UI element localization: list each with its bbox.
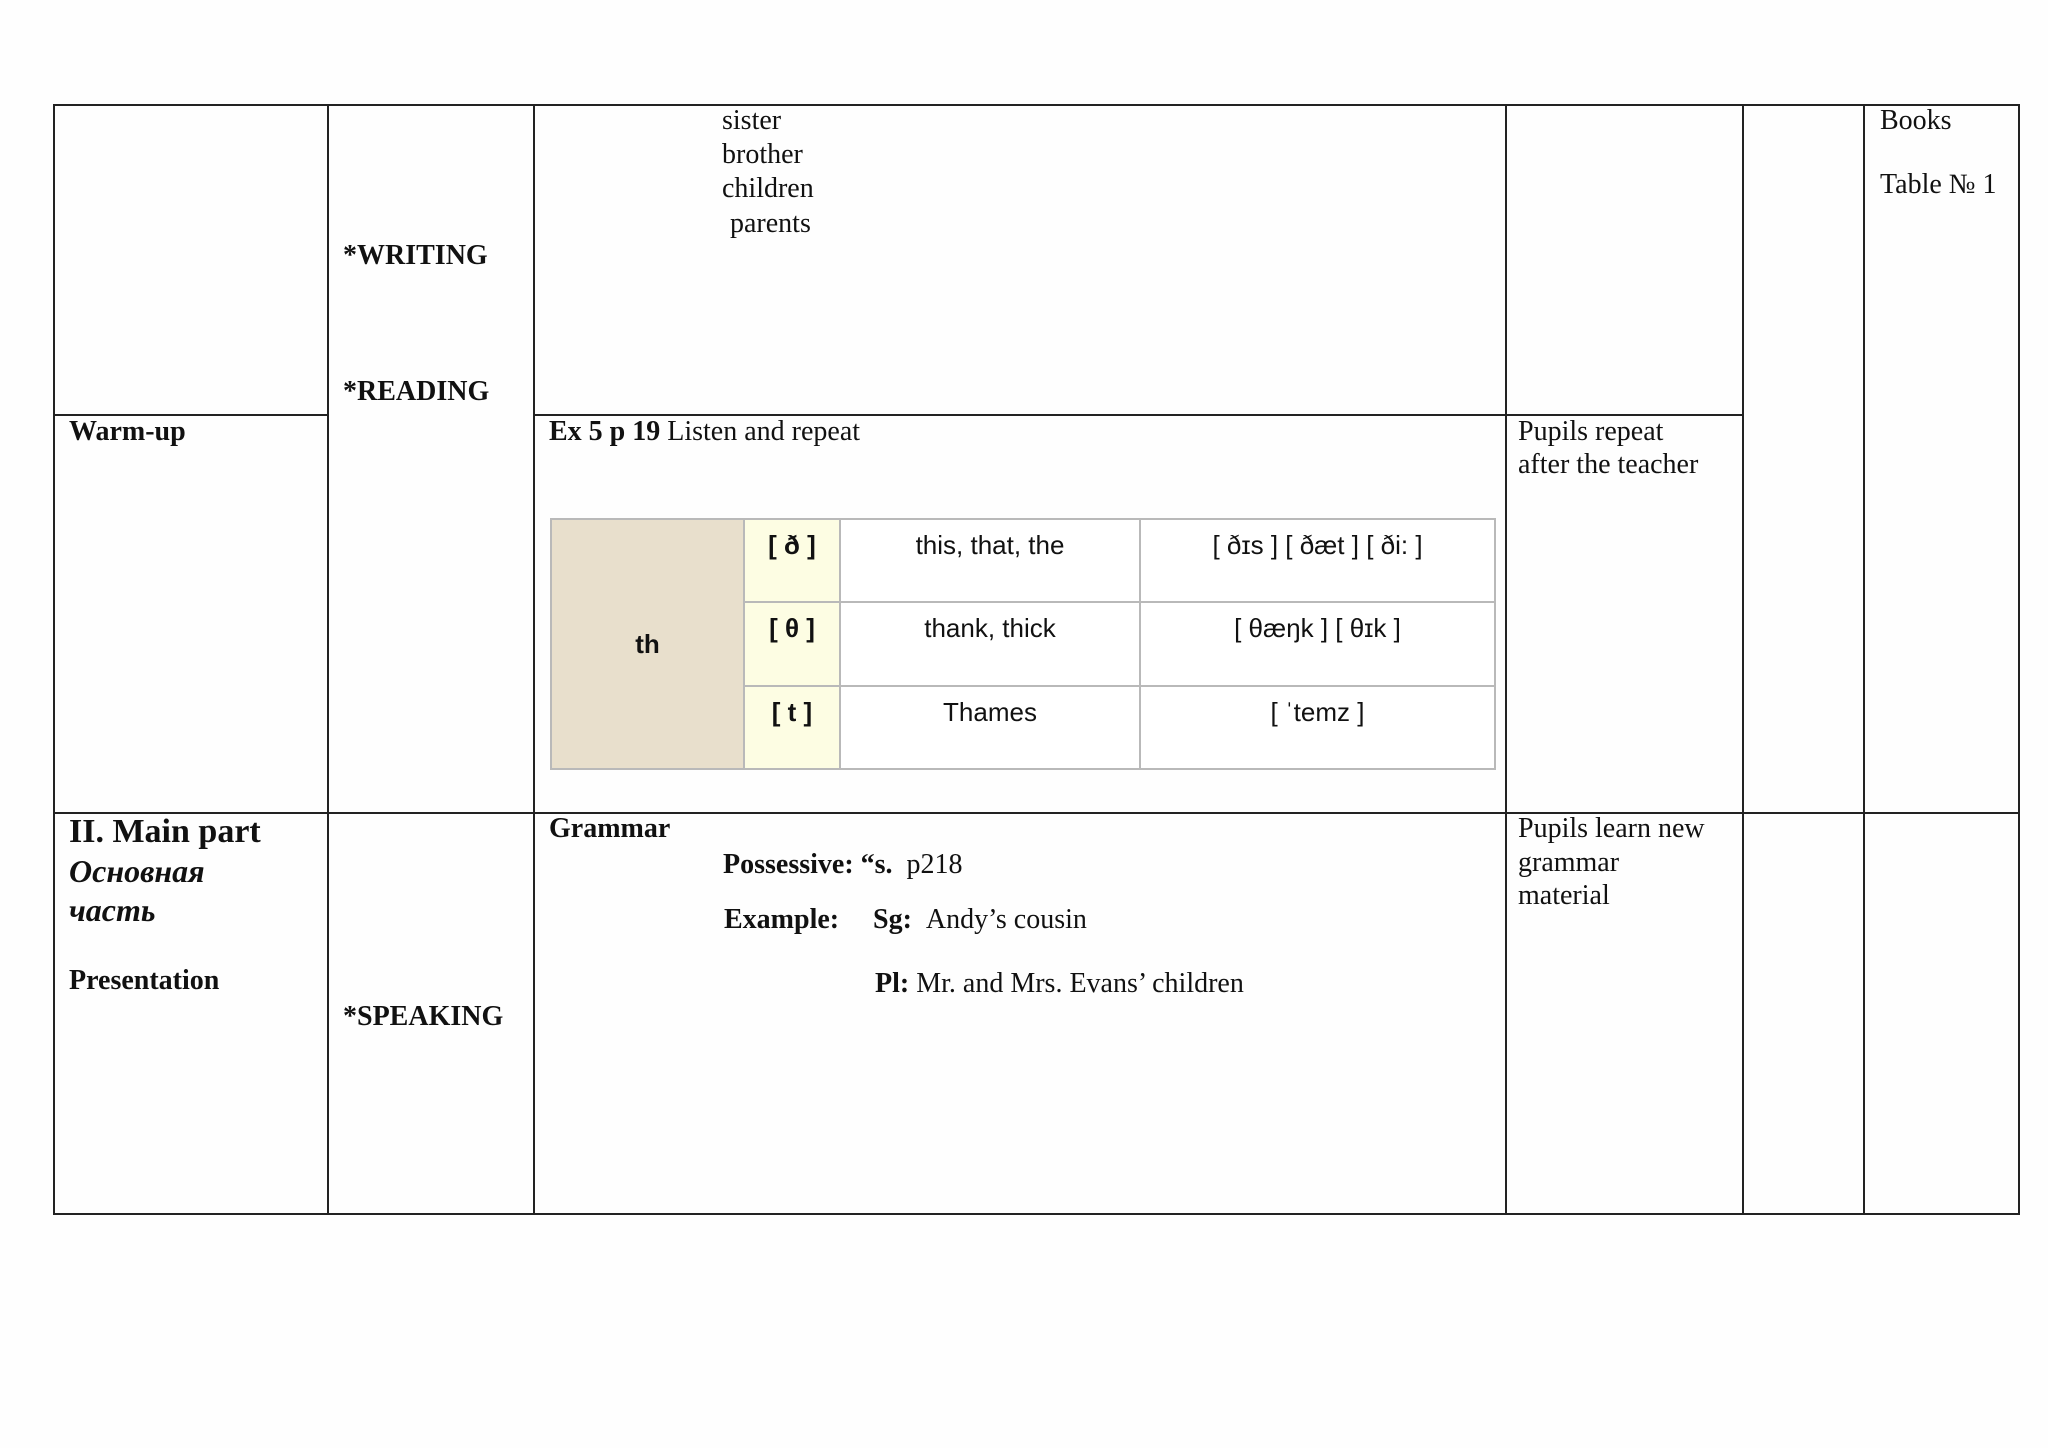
skill-speaking: *SPEAKING xyxy=(343,1001,504,1032)
vocab-word: parents xyxy=(730,208,811,239)
stage-warm-up: Warm-up xyxy=(69,416,186,447)
task-exercise-ref: Ex 5 p 19 xyxy=(549,416,661,447)
phonetics-words: Thames xyxy=(840,686,1140,769)
phonetics-letters: th xyxy=(551,519,744,769)
col-border-7 xyxy=(2018,104,2020,1215)
skill-reading: *READING xyxy=(343,376,490,407)
table-border-bottom xyxy=(53,1213,2019,1215)
stage-main-part-ru: Основная xyxy=(69,853,205,889)
phonetics-sound: [ t ] xyxy=(744,686,840,769)
phonetics-sound: [ θ ] xyxy=(744,602,840,685)
pupils-activity-line: Pupils learn new xyxy=(1518,813,1705,844)
plural-text: Mr. and Mrs. Evans’ children xyxy=(909,968,1244,999)
col-border-3 xyxy=(533,104,535,1215)
singular-label: Sg: xyxy=(873,904,912,935)
plural-label: Pl: xyxy=(875,968,910,999)
stage-main-part-ru: часть xyxy=(69,892,156,928)
vocab-word: sister xyxy=(722,105,782,136)
phonetics-transcription: [ ˈtemz ] xyxy=(1140,686,1495,769)
phonetics-sound: [ ð ] xyxy=(744,519,840,602)
pupils-activity-line: Pupils repeat xyxy=(1518,416,1664,447)
phonetics-words: thank, thick xyxy=(840,602,1140,685)
col-border-6 xyxy=(1863,104,1865,1215)
grammar-title: Grammar xyxy=(549,813,671,844)
possessive-page: p218 xyxy=(906,849,963,880)
col-border-4 xyxy=(1505,104,1507,1215)
col-border-1 xyxy=(53,104,55,1215)
col-border-2 xyxy=(327,104,329,1215)
vocab-word: children xyxy=(722,173,814,204)
row-divider-2 xyxy=(53,812,2019,814)
phonetics-table xyxy=(550,518,1496,770)
vocab-word: brother xyxy=(722,139,803,170)
example-singular xyxy=(873,903,1087,937)
phonetics-transcription: [ θæŋk ] [ θɪk ] xyxy=(1140,602,1495,685)
resource-books: Books xyxy=(1880,105,1952,136)
resource-table: Table № 1 xyxy=(1880,169,1997,200)
pupils-activity-line: grammar xyxy=(1518,847,1620,878)
task-text: Listen and repeat xyxy=(660,416,861,447)
stage-presentation: Presentation xyxy=(69,965,220,996)
col-border-5 xyxy=(1742,104,1744,1215)
table-border-top xyxy=(53,104,2019,106)
possessive-line xyxy=(723,848,963,882)
task-instruction xyxy=(549,415,860,449)
phonetics-words: this, that, the xyxy=(840,519,1140,602)
example-plural xyxy=(875,967,1244,1001)
pupils-activity-line: material xyxy=(1518,880,1610,911)
possessive-label: Possessive: “s. xyxy=(723,849,893,880)
singular-text: Andy’s cousin xyxy=(925,904,1087,935)
example-label: Example: xyxy=(724,904,840,935)
stage-main-part: II. Main part xyxy=(69,813,261,850)
phonetics-transcription: [ ðɪs ] [ ðæt ] [ ði: ] xyxy=(1140,519,1495,602)
pupils-activity-line: after the teacher xyxy=(1518,449,1699,480)
skill-writing: *WRITING xyxy=(343,240,488,271)
